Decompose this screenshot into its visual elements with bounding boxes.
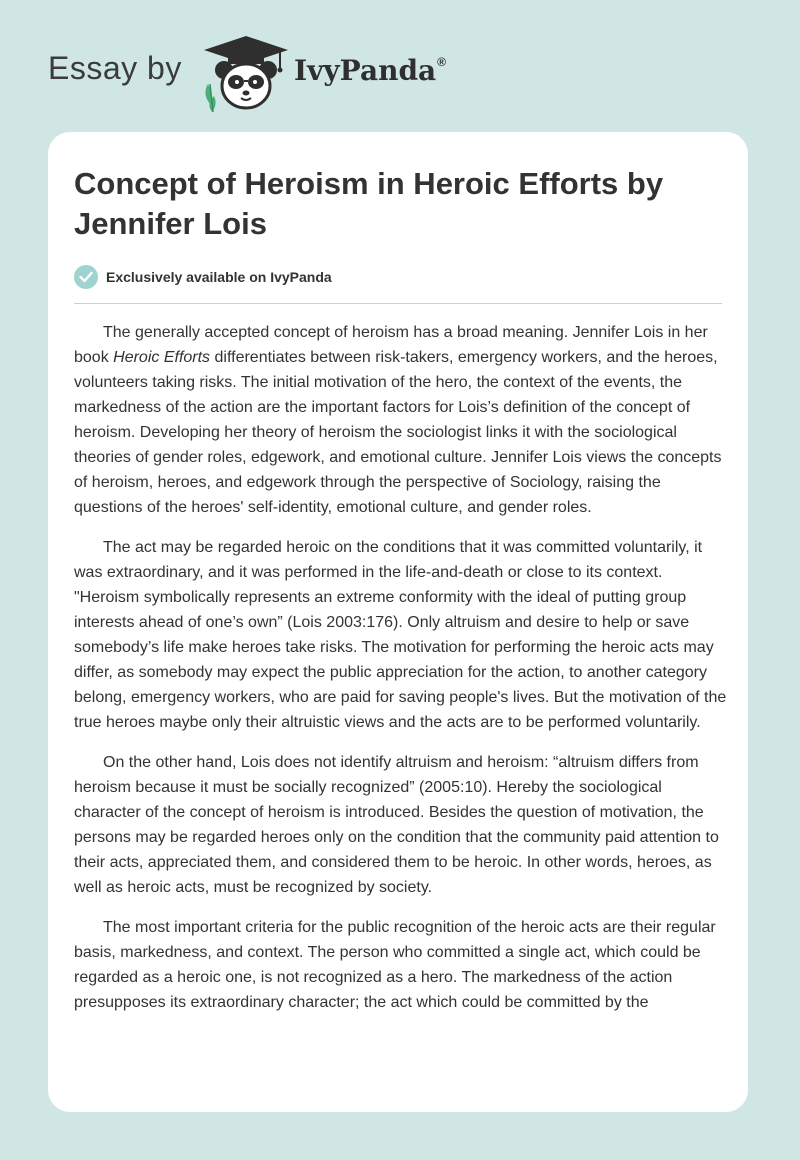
essay-by-label: Essay by <box>48 50 182 86</box>
divider <box>74 303 722 304</box>
essay-body <box>74 320 728 1030</box>
page-title: Concept of Heroism in Heroic Efforts by Jennifer Lois <box>74 166 664 241</box>
paragraph: The act may be regarded heroic on the conditions that it was committed voluntarily, it was extraordinary, and it was performed in the life-and-death or close to its context. "Heroism symbolically represents an extreme conformity with the ideal of putting group interests ahead of one’s own” (Lois 2003:176). Only altruism and desire to help or save somebody’s life make heroes take risks. The motivation for performing the heroic acts may differ, as somebody may expect the public appreciation for the action, to another category belong, emergency workers, who are paid for saving people's lives. But the motivation of the true heroes maybe only their altruistic views and the acts are to be performed voluntarily. <box>74 539 727 731</box>
exclusive-badge <box>74 264 332 290</box>
panda-graduate-icon <box>200 34 292 112</box>
brand-name[interactable]: IvyPanda® <box>294 54 447 87</box>
paragraph: The generally accepted concept of heroism has a broad meaning. Jennifer Lois in her book Heroic Efforts differentiates between risk-takers, emergency workers, and the heroes, volunteers taking risks. The initial motivation of the hero, the context of the events, the markedness of the action are the important factors for Lois’s definition of the concept of heroism. Developing her theory of heroism the sociologist links it with the sociological theories of gender roles, edgework, and emotional culture. Jennifer Lois views the concepts of heroism, heroes, and edgework through the perspective of Sociology, raising the questions of the heroes' self-identity, emotional culture, and gender roles. <box>74 324 722 516</box>
exclusive-label: Exclusively available on IvyPanda <box>106 269 332 285</box>
paragraph: The most important criteria for the public recognition of the heroic acts are their regular basis, markedness, and context. The person who committed a single act, which could be regarded as a heroic one, is not recognized as a hero. The markedness of the action presupposes its extraordinary character; the act which could be committed by the <box>74 919 716 1011</box>
check-icon <box>74 265 98 289</box>
registered-mark: ® <box>437 54 447 69</box>
book-title: Heroic Efforts <box>113 349 211 366</box>
essay-card <box>48 132 748 1112</box>
paragraph: On the other hand, Lois does not identify altruism and heroism: “altruism differs from heroism because it must be socially recognized” (2005:10). Hereby the sociological character of the concept of heroism is introduced. Besides the question of motivation, the persons may be regarded heroes only on the condition that the community paid attention to their acts, appreciated them, and considered them to be heroic. In other words, heroes, as well as heroic acts, must be recognized by society. <box>74 754 719 896</box>
site-header <box>48 34 508 114</box>
